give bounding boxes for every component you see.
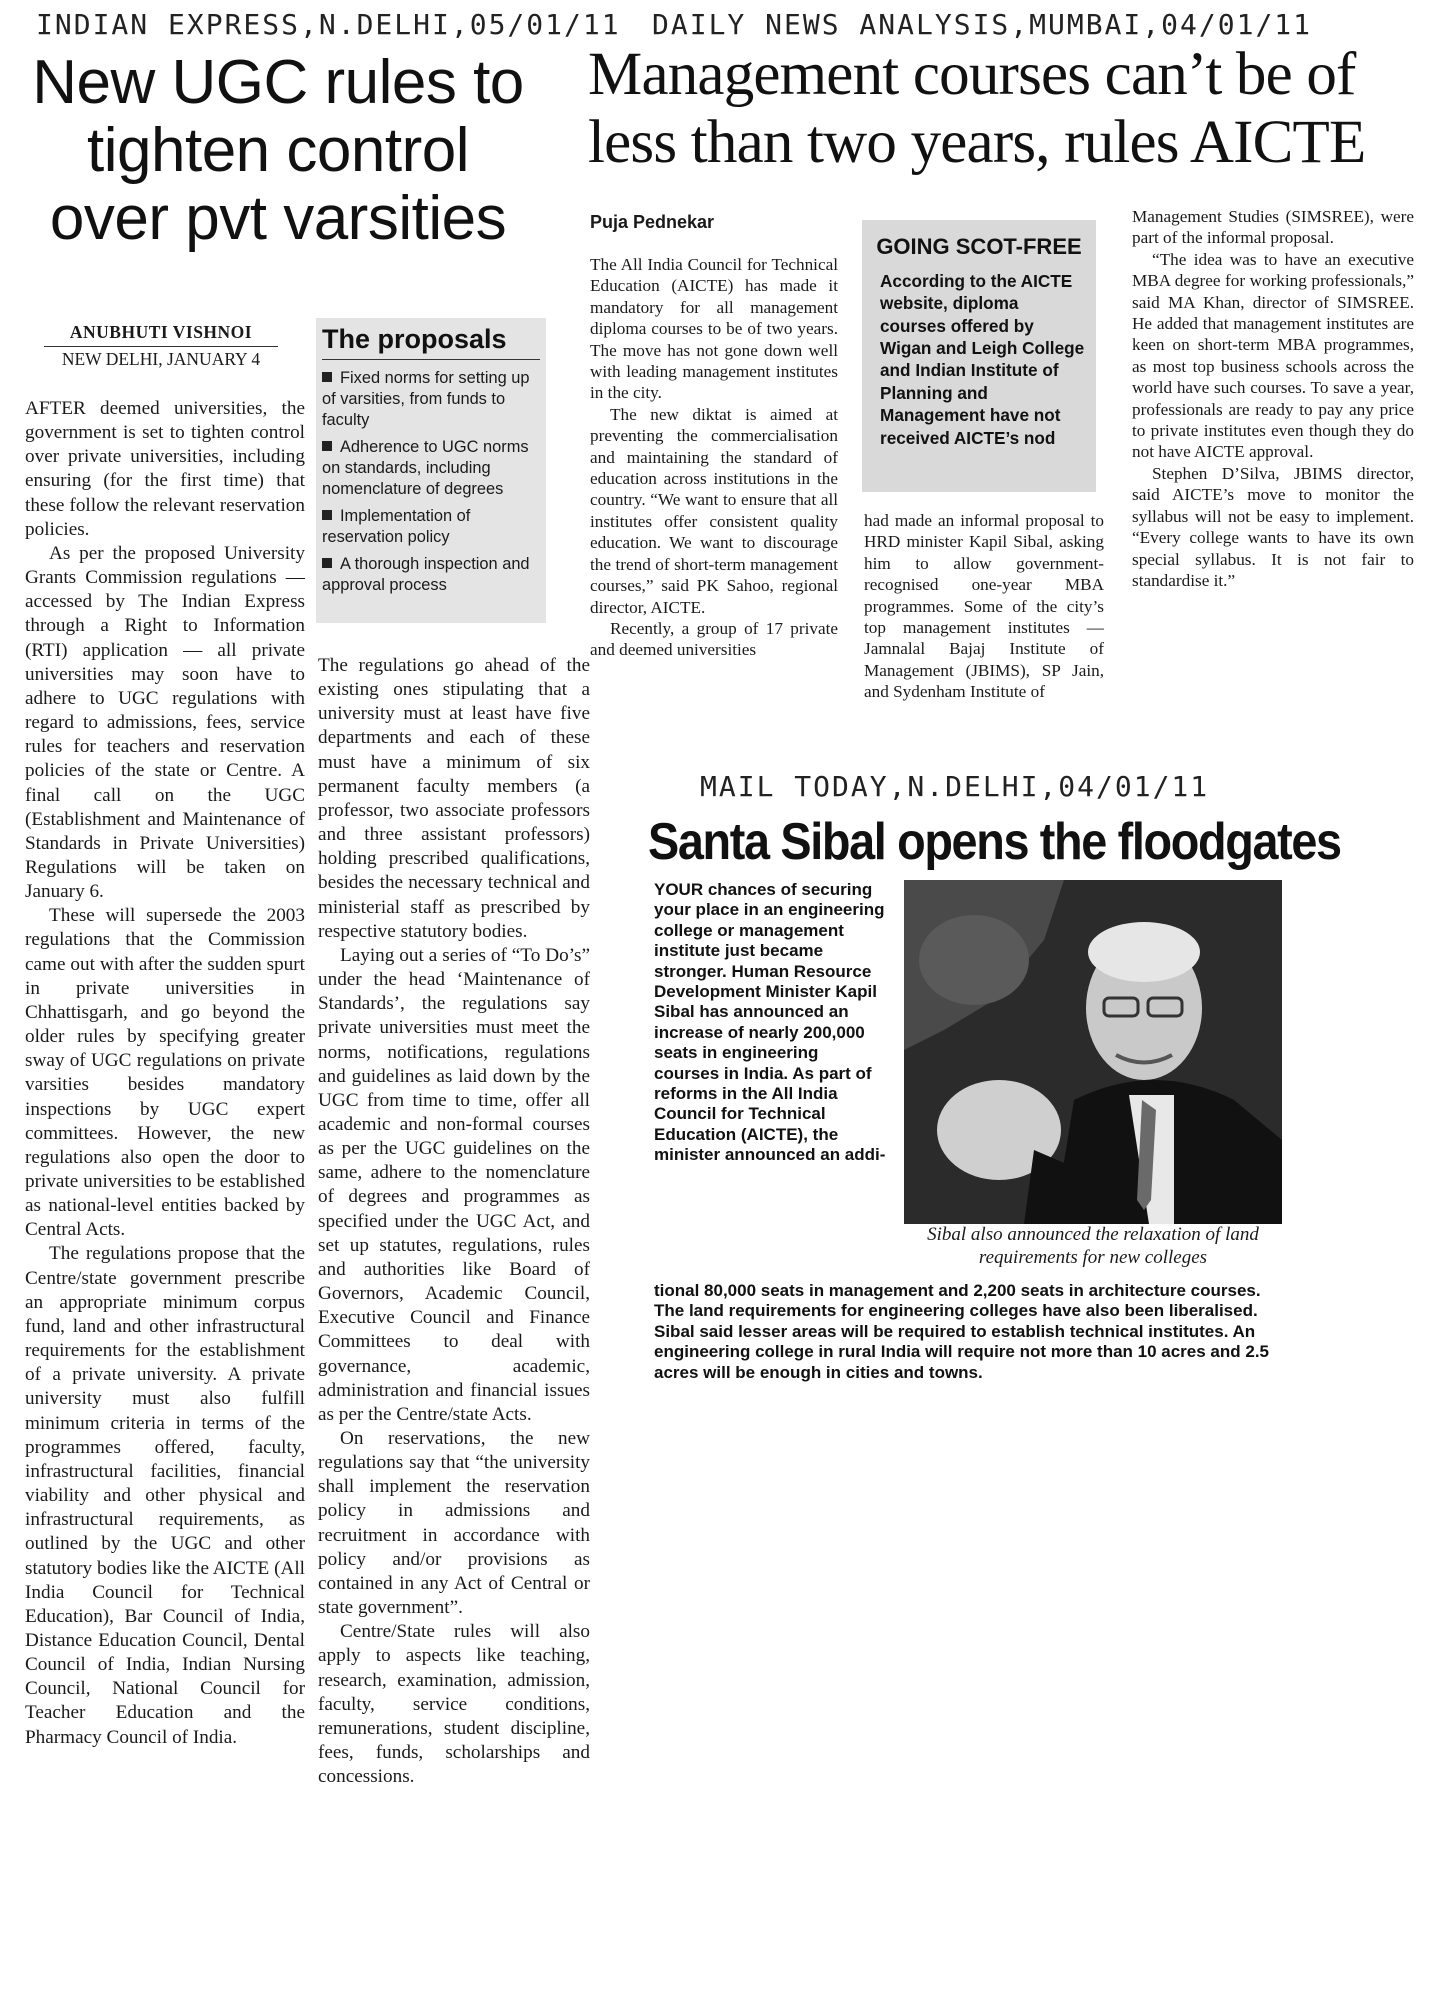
aicte-paragraph: Stephen D’Silva, JBIMS director, said AICTE’s move to monitor the syllabus will not be easy to implement. “Every college wants to have its own special syllabus. It is not fair to standardise it.” (1132, 463, 1414, 590)
aicte-column-3 (1132, 206, 1414, 591)
sibal-photo-illustration (904, 880, 1282, 1224)
aicte-headline (588, 41, 1366, 177)
ugc-paragraph: Laying out a series of “To Do’s” under the head ‘Maintenance of Standards’, the regulations say private universities must meet the norms, notifications, regulations and guidelines as laid down by the UGC from time to time, offer all academic and non-formal courses as per the UGC guidelines on the same, adhere to the nomenclature of degrees and programmes as specified under the UGC Act, and set up statutes, regulations, rules and authorities like Board of Governors, Academic Council, Executive Council and Finance Committees to deal with governance, academic, administration and financial issues as per the Centre/state Acts. (318, 944, 590, 1425)
ugc-headline-line-3: over pvt varsities (49, 184, 507, 253)
aicte-headline-line-2: less than two years, rules AICTE (588, 109, 1366, 177)
ugc-column-2 (318, 654, 590, 1789)
bullet-square-icon (322, 372, 332, 382)
ugc-paragraph: The regulations go ahead of the existing ones stipulating that a university must at least have five departments and each of these must have a minimum of six permanent faculty members (a professor, two associate professors and three assistant professors) holding prescribed qualifications, besides the necessary technical and ministerial staff as prescribed by respective statutory bodies. (318, 655, 590, 942)
aicte-paragraph: The All India Council for Technical Education (AICTE) has made it mandatory for all management diploma courses to be of two years. The move has not gone down well with leading management institutes in the city. (590, 255, 838, 403)
ugc-column-1 (25, 397, 305, 1750)
ugc-paragraph: The regulations propose that the Centre/state government prescribe an appropriate minimum corpus fund, land and other infrastructural requirements for the establishment of a private university. A private university must also fulfill minimum criteria in terms of the programmes offered, faculty, infrastructural facilities, financial viability and other physical and infrastructural requirements, as outlined by the UGC and other statutory bodies like the AICTE (All India Council for Technical Education), Bar Council of India, Distance Education Council, Dental Council of India, Indian Nursing Council, National Council for Teacher Education and the Pharmacy Council of India. (25, 1243, 305, 1748)
dateline-mail-today: MAIL TODAY,N.DELHI,04/01/11 (700, 770, 1210, 803)
dateline-indian-express: INDIAN EXPRESS,N.DELHI,05/01/11 (36, 8, 621, 41)
proposals-box (316, 318, 546, 623)
ugc-byline-place: NEW DELHI, JANUARY 4 (61, 348, 261, 369)
mail-body-narrow: YOUR chances of securing your place in an engineering college or management institute just became stronger. Human Resource Development Minister Kapil Sibal has announced an increase of nearly 200,000 seats in engineering courses in India. As part of reforms in the All India Council for Technical Education (AICTE), the minister announced an addi- (654, 880, 886, 1165)
bullet-square-icon (322, 510, 332, 520)
going-scot-free-text: According to the AICTE website, diploma courses offered by Wigan and Leigh College and Indian Institute of Planning and Management have not received AICTE’s nod (880, 271, 1085, 448)
proposal-item: Implementation of reservation policy (322, 507, 471, 546)
bullet-square-icon (322, 441, 332, 451)
ugc-paragraph: As per the proposed University Grants Commission regulations — accessed by The Indian Express through a Right to Information (RTI) application — all private universities may soon have to adhere to UGC regulations with regard to admissions, fees, service rules for teachers and reservation policies of the state or Centre. A final call on the UGC (Establishment and Maintenance of Standards in Private Universities) Regulations will be taken on January 6. (25, 542, 305, 903)
mail-headline: Santa Sibal opens the floodgates (648, 813, 1341, 871)
ugc-byline (26, 322, 296, 371)
aicte-column-2 (864, 510, 1104, 703)
ugc-headline (18, 48, 538, 253)
aicte-headline-line-1: Management courses can’t be of (588, 41, 1356, 108)
dateline-dna: DAILY NEWS ANALYSIS,MUMBAI,04/01/11 (652, 8, 1313, 41)
bullet-square-icon (322, 558, 332, 568)
mail-body-wide: tional 80,000 seats in management and 2,200 seats in architecture courses. The land requirements for engineering colleges have also been liberalised. Sibal said lesser areas will be required to establish technical institutes. An engineering college in rural India will require not more than 10 acres and 2.5 acres will be enough in cities and towns. (654, 1281, 1270, 1382)
photo-caption: Sibal also announced the relaxation of land requirements for new colleges (927, 1224, 1259, 1268)
proposal-item: Fixed norms for setting up of varsities, from funds to faculty (322, 369, 530, 429)
ugc-paragraph: On reservations, the new regulations say that “the university shall implement the reservation policy in admissions and recruitment in accordance with policy and/or provisions as contained in any Act of Central or state government”. (318, 1428, 590, 1619)
proposal-item: Adherence to UGC norms on standards, including nomenclature of degrees (322, 438, 529, 498)
ugc-headline-line-2: tighten control (87, 116, 469, 185)
ugc-paragraph: These will supersede the 2003 regulations that the Commission came out with after the sudden spurt in private universities in Chhattisgarh, and go beyond the older rules by specifying greater sway of UGC regulations on private varsities besides mandatory inspections by UGC expert committees. However, the new regulations also open the door to private universities to be established as national-level entities backed by Central Acts. (25, 905, 305, 1241)
ugc-headline-line-1: New UGC rules to (32, 48, 524, 117)
ugc-byline-name: ANUBHUTI VISHNOI (69, 322, 253, 342)
aicte-column-1 (590, 254, 838, 661)
sibal-photo (904, 880, 1282, 1224)
aicte-paragraph: had made an informal proposal to HRD minister Kapil Sibal, asking him to allow government-recognised one-year MBA programmes. Some of the city’s top management institutes — Jamnalal Bajaj Institute of Management (JBIMS), SP Jain, and Sydenham Institute of (864, 511, 1104, 702)
aicte-paragraph: “The idea was to have an executive MBA degree for working professionals,” said MA Khan, director of SIMSREE. He added that management institutes are keen on short-term MBA programmes, as most top business schools across the world have such courses. To save a year, professionals are ready to pay any price to private institutes even though they do not have AICTE approval. (1132, 249, 1414, 462)
ugc-paragraph: Centre/State rules will also apply to aspects like teaching, research, examination, admission, faculty, service conditions, remunerations, student discipline, fees, funds, scholarships and concessions. (318, 1621, 590, 1788)
aicte-byline: Puja Pednekar (590, 212, 715, 232)
aicte-paragraph: The new diktat is aimed at preventing the commercialisation and maintaining the standard of education across institutions in the country. “We want to ensure that all institutes offer consistent quality education. We want to discourage the trend of short-term management courses,” said PK Sahoo, regional director, AICTE. (590, 404, 838, 617)
proposal-item: A thorough inspection and approval process (322, 555, 530, 594)
aicte-paragraph: Recently, a group of 17 private and deemed universities (590, 618, 838, 660)
proposals-title: The proposals (322, 324, 507, 354)
ugc-paragraph: AFTER deemed universities, the government is set to tighten control over private universities, including ensuring (for the first time) that these follow the relevant reservation policies. (25, 398, 305, 540)
going-scot-free-title: GOING SCOT-FREE (876, 234, 1082, 259)
going-scot-free-box (862, 220, 1096, 492)
aicte-paragraph: Management Studies (SIMSREE), were part of the informal proposal. (1132, 207, 1414, 248)
